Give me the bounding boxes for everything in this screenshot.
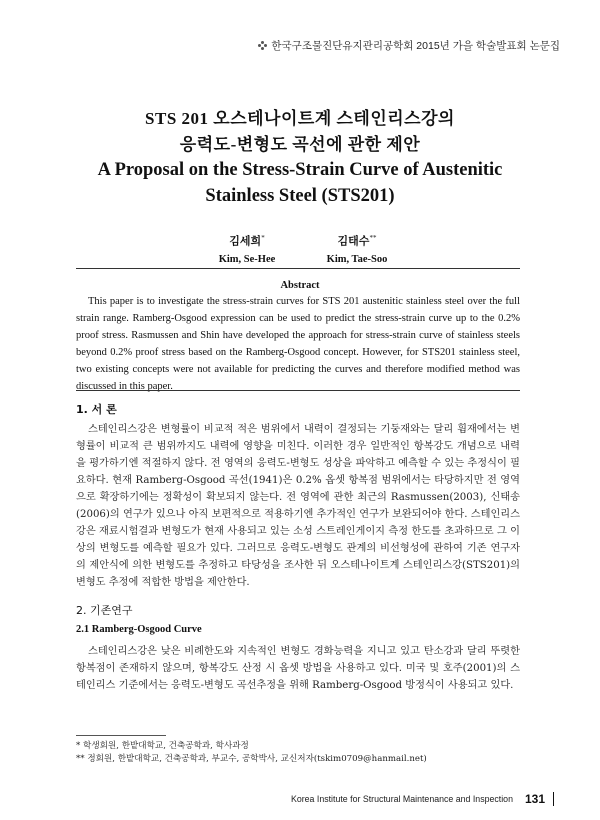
page-footer xyxy=(291,792,554,806)
abstract-top-rule xyxy=(76,268,520,269)
section-2-1-text: 스테인리스강은 낮은 비례한도와 지속적인 변형도 경화능력을 지니고 있고 탄소강과 달리 뚜렷한 항복점이 존재하지 않으며, 항복강도 산정 시 옵셋 방법을 사용하고 있다. 미국 및 호주(2001)의 스테인리스 기준에서는 응력도-변형도 곡선추정을 위해 Ramberg-Osgood 방정식이 사용되고 있다. xyxy=(76,646,520,691)
abstract-bottom-rule xyxy=(76,390,520,391)
running-head xyxy=(258,38,560,53)
korean-title-line-1: STS 201 오스테나이트계 스테인리스강의 xyxy=(145,109,455,128)
page-number: 131 xyxy=(524,792,545,806)
section-2-1-heading: 2.1 Ramberg-Osgood Curve xyxy=(76,624,202,635)
footnote-rule xyxy=(76,735,166,736)
author-2 xyxy=(312,230,402,268)
abstract-text: This paper is to investigate the stress-strain curves for STS 201 austenitic stainless steel over the full strain range. Ramberg-Osgood expression can be used to predict the stress-strain curve up to the 0.2% proof stress. Rasmussen and Shin have developed the approach for stress-strain curve of stainless steels beyond 0.2% proof stress based on the Ramberg-Osgood concept. However, for STS201 stainless steel, two existing concepts were not available for predicting the curves and therefore modified method was discussed in this paper. xyxy=(76,296,520,392)
english-title-line-1: A Proposal on the Stress-Strain Curve of Austenitic xyxy=(97,160,503,180)
korean-title-line-2: 응력도-변형도 곡선에 관한 제안 xyxy=(179,135,421,154)
author-1 xyxy=(202,230,292,268)
abstract-heading: Abstract xyxy=(280,280,320,291)
footer-institution: Korea Institute for Structural Maintenance and Inspection xyxy=(290,794,513,804)
section-1-text: 스테인리스강은 변형률이 비교적 적은 범위에서 내력이 결정되는 기둥재와는 달리 휨재에서는 변형률이 비교적 큰 범위까지도 내력에 영향을 미친다. 이러한 경우 일반적인 항복강도 개념으로 내력을 평가하기엔 적절하지 않다. 전 영역의 응력도-변형도 성상을 파악하고 예측할 수 있는 추정식이 필요하다. 현재 Ramberg-Osgood 곡선(1941)은 0.2% 옵셋 항복점 범위에서는 타당하지만 전 영역으로 확장하기에는 정확성이 확보되지 않는다. 전 영역에 관한 최근의 Rasmussen(2003), 신태송(2006)의 연구가 있으나 아직 보편적으로 적용하기엔 추가적인 연구가 보완되어야 한다. 스테인리스강은 재료시험결과 변형도가 현재 사용되고 있는 소성 스트레인게이지 측정 한도를 초과하므로 그 이상의 변형도를 예측할 필요가 있다. 그러므로 응력도-변형도 관계의 비선형성에 관하여 기존 연구자의 제안식에 의한 변형도를 추정하고 타당성을 조사한 뒤 오스테나이트계 스테인리스강(STS201)의 변형도 추정에 적합한 방법을 제안한다. xyxy=(76,424,520,588)
running-head-text: 한국구조물진단유지관리공학회 2015년 가을 학술발표회 논문집 xyxy=(271,40,560,52)
dots-icon xyxy=(258,41,267,50)
section-1-heading: 1. 서 론 xyxy=(76,403,117,416)
footer-bar xyxy=(553,792,554,806)
author-2-mark: ** xyxy=(369,234,377,242)
section-2-heading: 2. 기존연구 xyxy=(76,604,133,617)
footnote-1: * 학생회원, 한밭대학교, 건축공학과, 학사과정 xyxy=(76,741,249,751)
author-1-korean-name: 김세희 xyxy=(229,235,262,248)
author-1-english-name: Kim, Se-Hee xyxy=(218,253,276,265)
author-2-korean-name: 김태수 xyxy=(337,235,370,248)
english-title-line-2: Stainless Steel (STS201) xyxy=(205,186,395,206)
footnote-2: ** 정회원, 한밭대학교, 건축공학과, 부교수, 공학박사, 교신저자(tskim0709@hanmail.net) xyxy=(76,754,427,764)
author-1-mark: * xyxy=(261,234,265,242)
author-2-english-name: Kim, Tae-Soo xyxy=(326,253,388,265)
